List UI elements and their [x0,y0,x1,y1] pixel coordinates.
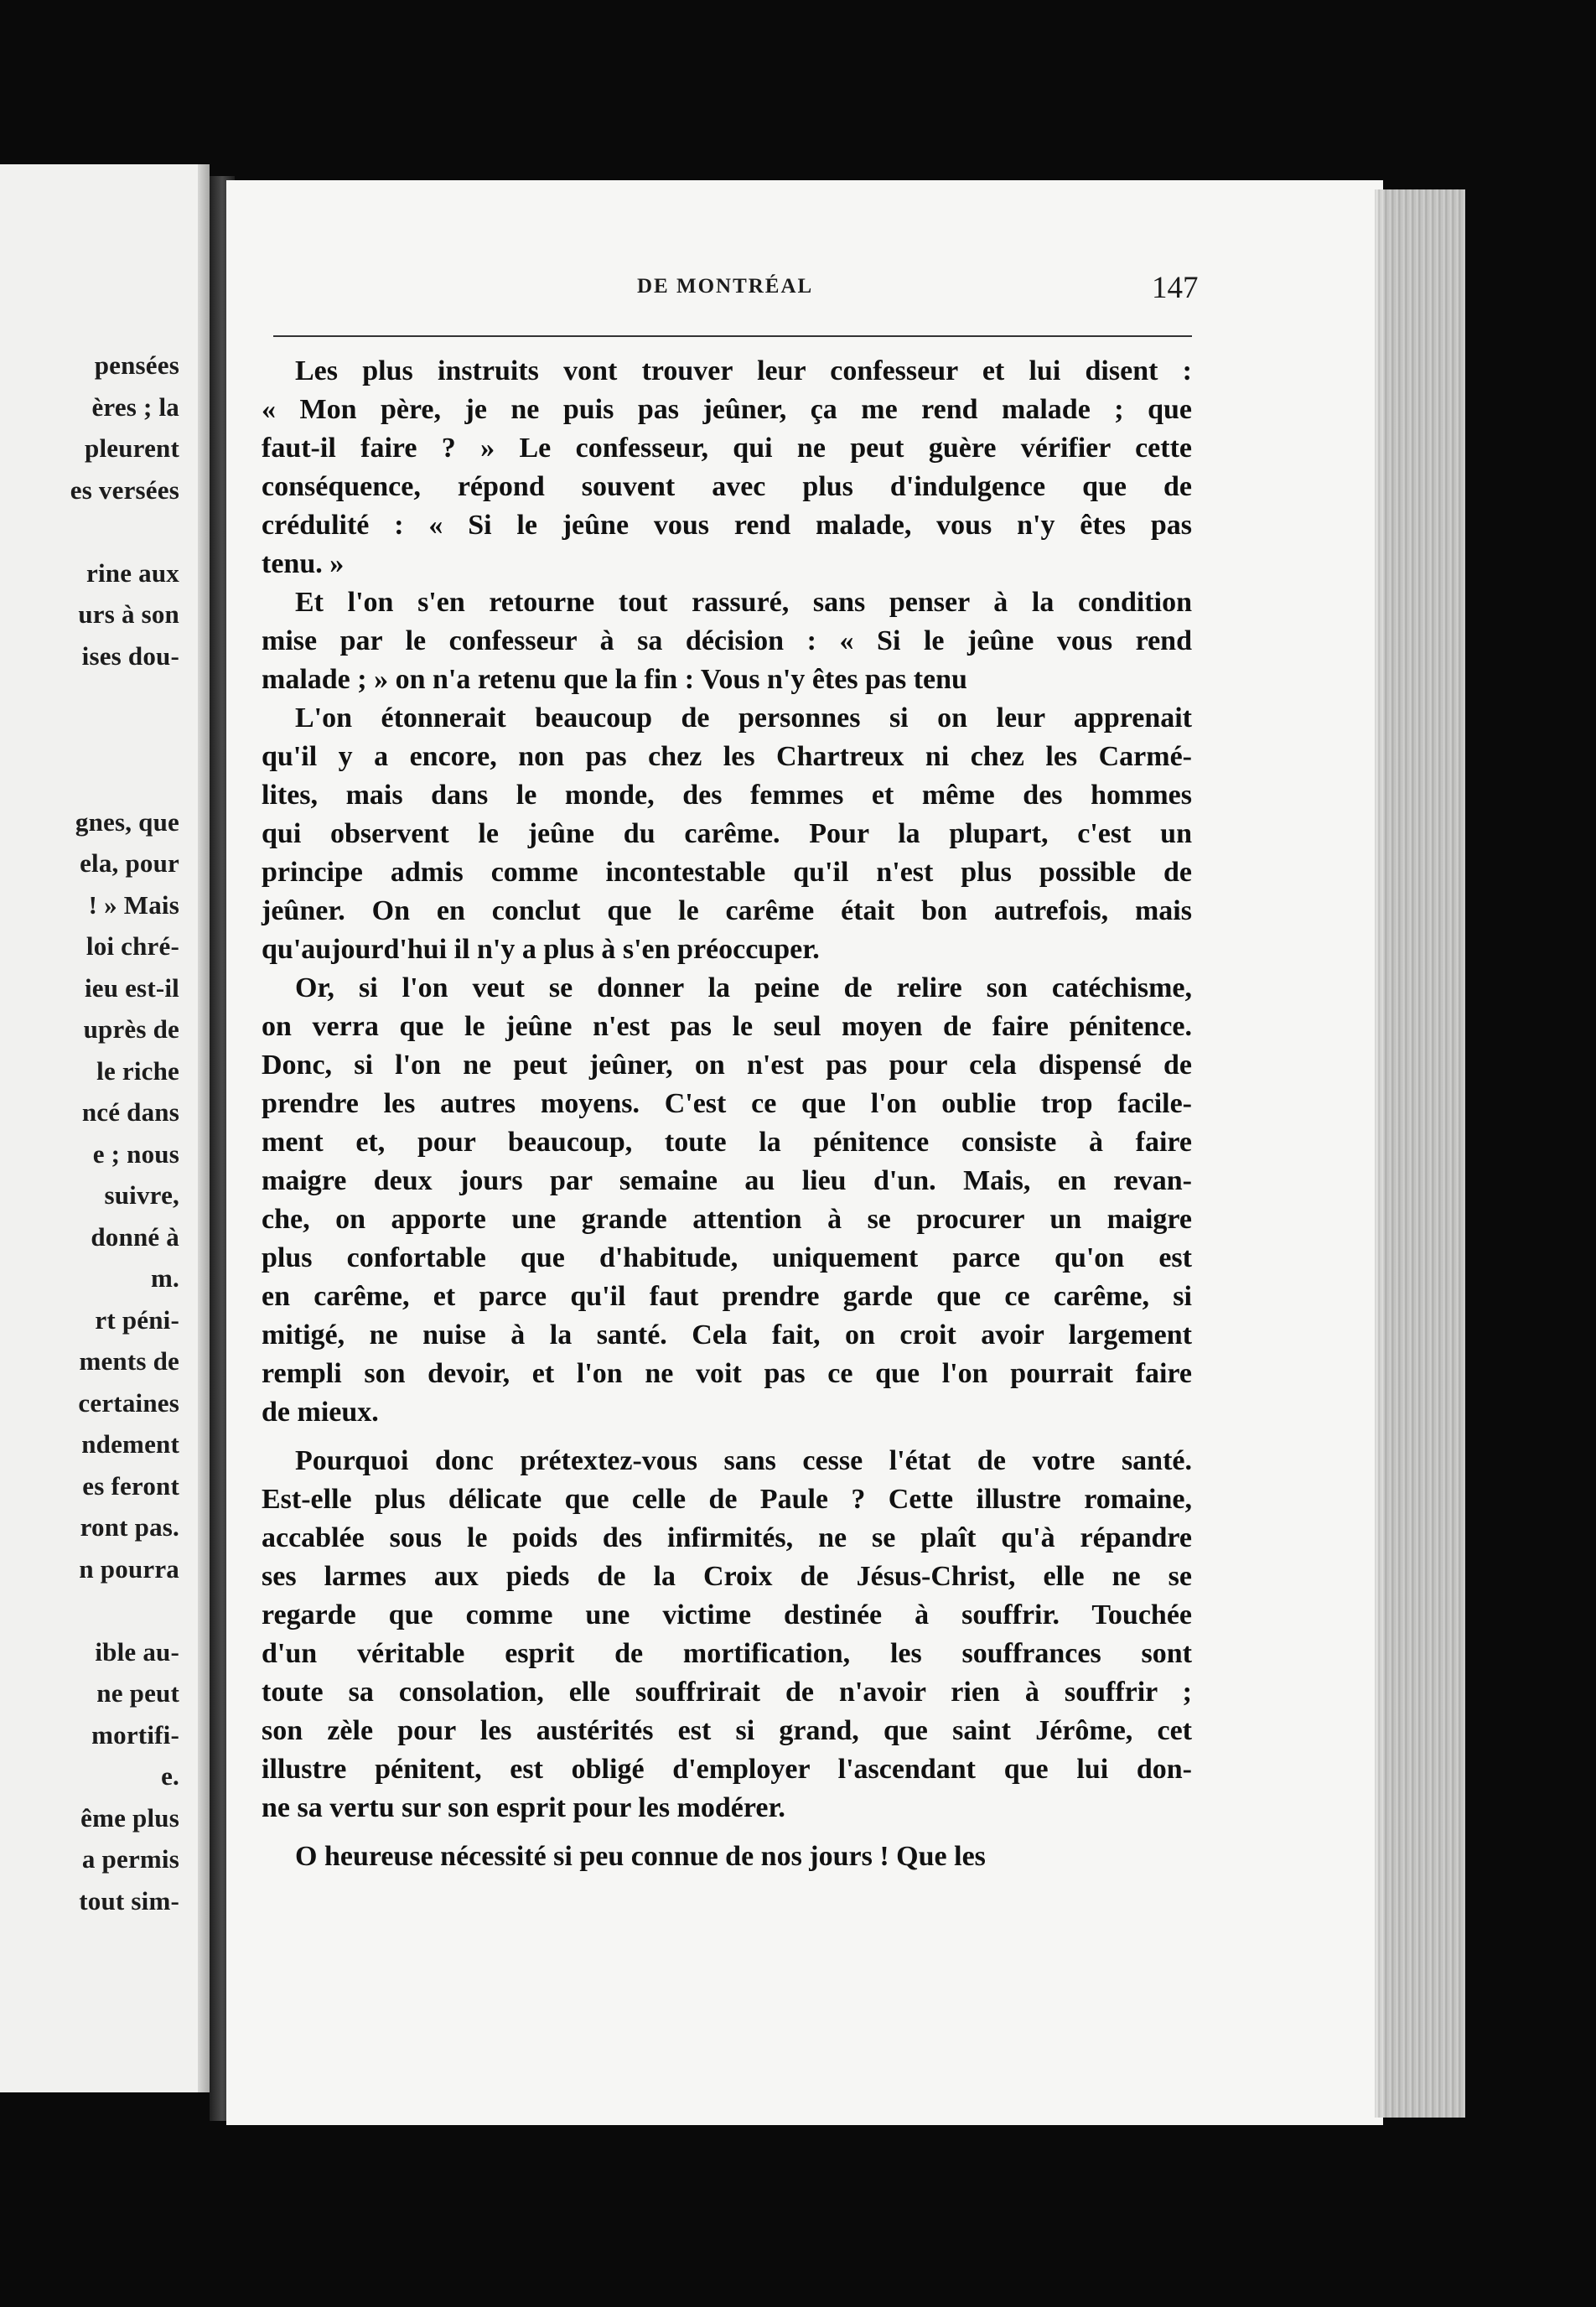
paragraph [262,583,1192,699]
left-page-line: ises dou- [81,640,179,671]
left-page-line: tout sim- [79,1885,179,1916]
paragraph [262,969,1192,1432]
text-line: principe admis comme incontestable qu'il n'est plus possible de [262,857,1192,888]
text-line: malade ; » on n'a retenu que la fin : Vous n'y êtes pas tenu [262,664,967,695]
left-page-line: donné à [91,1221,179,1252]
paragraph-gap [262,1827,1192,1838]
text-line: maigre deux jours par semaine au lieu d'un. Mais, en revan- [262,1165,1192,1196]
left-page-line: ront pas. [80,1512,179,1542]
left-page-line: uprès de [83,1014,179,1044]
left-page-line: ieu est-il [84,972,179,1003]
text-line: prendre les autres moyens. C'est ce que l'on oublie trop facile- [262,1088,1192,1119]
text-line: jeûner. On en conclut que le carême était bon autrefois, mais [262,895,1192,926]
left-page-line: ême plus [80,1802,179,1833]
left-page-line: mortifi- [91,1719,179,1750]
text-line: tenu. » [262,548,345,579]
text-line: Les plus instruits vont trouver leur confesseur et lui disent : [295,355,1192,386]
left-page-line: n pourra [79,1553,179,1584]
text-line: plus confortable que d'habitude, uniquement parce qu'on est [262,1242,1192,1273]
text-line: on verra que le jeûne n'est pas le seul moyen de faire pénitence. [262,1011,1192,1042]
binding-shadow [198,164,210,2092]
text-line: che, on apporte une grande attention à se procurer un maigre [262,1204,1192,1235]
text-line: « Mon père, je ne puis pas jeûner, ça me rend malade ; que [262,394,1192,425]
left-page-line: es feront [82,1470,179,1501]
left-page-line: ncé dans [81,1097,179,1127]
text-line: rempli son devoir, et l'on ne voit pas ce que l'on pourrait faire [262,1358,1192,1389]
left-page-line: ments de [79,1346,179,1376]
page-number: 147 [1152,271,1199,305]
left-page-line: a permis [81,1844,179,1874]
left-page-line: es versées [70,474,179,505]
text-line: Est-elle plus délicate que celle de Paule ? Cette illustre romaine, [262,1484,1192,1515]
text-line: qui observent le jeûne du carême. Pour la plupart, c'est un [262,818,1192,849]
text-line: qu'aujourd'hui il n'y a plus à s'en préoccuper. [262,934,820,965]
left-page-line: urs à son [78,599,179,629]
text-line: ment et, pour beaucoup, toute la pénitence consiste à faire [262,1127,1192,1158]
left-page-line: suivre, [104,1180,179,1210]
text-line: de mieux. [262,1397,379,1428]
text-line: mitigé, ne nuise à la santé. Cela fait, on croit avoir largement [262,1319,1192,1351]
text-line: d'un véritable esprit de mortification, les souffrances sont [262,1638,1192,1669]
header-rule [273,335,1192,337]
page-edge [1375,189,1465,2118]
text-line: en carême, et parce qu'il faut prendre garde que ce carême, si [262,1281,1192,1312]
left-page-line: pensées [94,350,179,380]
left-page-line: gnes, que [75,806,179,837]
text-line: ses larmes aux pieds de la Croix de Jésus-Christ, elle ne se [262,1561,1192,1592]
text-line: qu'il y a encore, non pas chez les Chartreux ni chez les Carmé- [262,741,1192,772]
left-page-line: e ; nous [92,1138,179,1169]
paragraph [262,1442,1192,1827]
text-line: illustre pénitent, est obligé d'employer l'ascendant que lui don- [262,1754,1192,1785]
left-page-line: certaines [78,1387,179,1418]
text-line: mise par le confesseur à sa décision : « Si le jeûne vous rend [262,625,1192,656]
body-text [262,352,1192,1876]
text-line: Et l'on s'en retourne tout rassuré, sans penser à la condition [295,587,1192,618]
text-line: L'on étonnerait beaucoup de personnes si on leur apprenait [295,702,1192,734]
paragraph [262,1838,1192,1876]
paragraph [262,699,1192,969]
text-line: lites, mais dans le monde, des femmes et même des hommes [262,780,1192,811]
left-page-line: ible au- [95,1636,179,1667]
text-line: faut-il faire ? » Le confesseur, qui ne peut guère vérifier cette [262,433,1192,464]
left-page-line: ela, pour [80,848,179,878]
text-line: O heureuse nécessité si peu connue de nos jours ! Que les [295,1841,986,1872]
text-line: regarde que comme une victime destinée à souffrir. Touchée [262,1599,1192,1630]
paragraph [262,352,1192,583]
text-line: Donc, si l'on ne peut jeûner, on n'est pas pour cela dispensé de [262,1050,1192,1081]
left-page-line: ères ; la [91,391,179,422]
text-line: conséquence, répond souvent avec plus d'indulgence que de [262,471,1192,502]
text-line: ne sa vertu sur son esprit pour les modérer. [262,1792,785,1823]
text-line: crédulité : « Si le jeûne vous rend malade, vous n'y êtes pas [262,510,1192,541]
left-page-line: m. [151,1263,179,1293]
left-page-line: e. [161,1761,179,1791]
left-page-line: rine aux [86,557,179,588]
text-line: toute sa consolation, elle souffrirait de n'avoir rien à souffrir ; [262,1677,1192,1708]
left-page [0,164,210,2092]
left-page-line: ne peut [96,1678,179,1708]
text-line: Or, si l'on veut se donner la peine de relire son catéchisme, [295,972,1192,1003]
paragraph-gap [262,1432,1192,1442]
text-line: accablée sous le poids des infirmités, ne se plaît qu'à répandre [262,1522,1192,1553]
left-page-line: ndement [81,1429,179,1459]
left-page-line: rt péni- [95,1304,179,1335]
left-page-line: ! » Mais [88,889,179,920]
text-line: Pourquoi donc prétextez-vous sans cesse l'état de votre santé. [295,1445,1192,1476]
text-line: son zèle pour les austérités est si grand, que saint Jérôme, cet [262,1715,1192,1746]
left-page-line: pleurent [85,433,179,463]
left-page-line: loi chré- [86,931,179,961]
running-title: DE MONTRÉAL [637,275,814,298]
left-page-line: le riche [96,1055,179,1086]
